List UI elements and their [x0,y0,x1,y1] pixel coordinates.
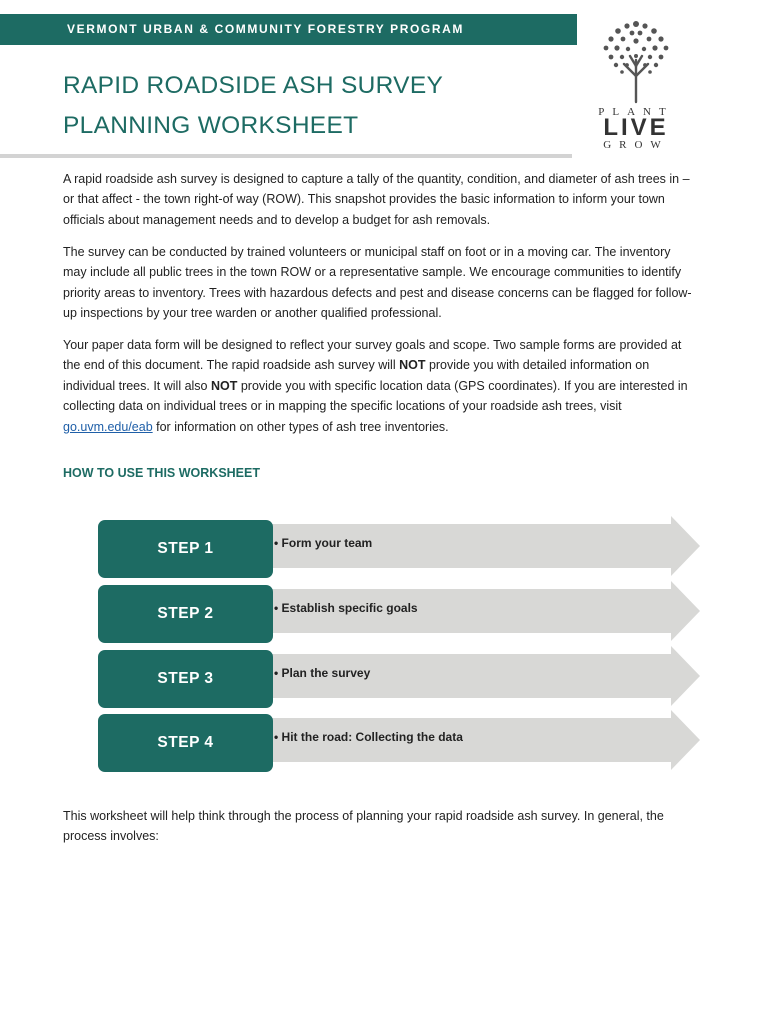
p3-text-a: Your paper data form will be designed to reflect your survey goals and scope. Two sample forms are provided at the end of this document. The rapid roadside ash survey will [63,338,682,373]
p3-emphasis-not-1: NOT [399,358,426,373]
p3-text-f: for information on other types of ash tree inventories. [152,419,449,434]
step-row-3 [98,650,700,710]
step-2-text: • Establish specific goals [274,601,418,615]
plant-live-grow-logo [594,18,678,152]
program-name: VERMONT URBAN & COMMUNITY FORESTRY PROGRAM [67,22,464,36]
title-line-2: PLANNING WORKSHEET [63,112,359,139]
closing-paragraph: This worksheet will help think through the process of planning your rapid roadside ash survey. In general, the process involves: [63,809,664,844]
intro-paragraph-1: A rapid roadside ash survey is designed to capture a tally of the quantity, condition, and diameter of ash trees in – or that affect - the town right-of way (ROW). This snapshot provides the basic information to inform your town officials about management needs and to develop a budget for ash removals. [63,172,690,227]
title-divider [0,154,572,158]
step-4-text: • Hit the road: Collecting the data [274,730,463,744]
title-line-1: RAPID ROADSIDE ASH SURVEY [63,72,444,99]
step-row-1 [98,520,700,580]
step-1-text: • Form your team [274,536,373,550]
step-2-label: STEP 2 [98,585,273,643]
p3-emphasis-not-2: NOT [210,378,238,393]
intro-paragraph-2: The survey can be conducted by trained volunteers or municipal staff on foot or in a moving car. The inventory may include all public trees in the town ROW or a representative sample. We encourage communities to identify priority areas to inventory. Trees with hazardous defects and pest and disease concerns can be flagged for follow-up inspections by your tree warden or another qualified professional. [63,245,692,321]
page-title [63,66,443,146]
step-3-text: • Plan the survey [274,666,371,680]
section-heading-how-to: HOW TO USE THIS WORKSHEET [63,466,260,480]
intro-paragraph-3 [63,335,693,437]
step-row-4 [98,714,700,774]
step-row-2 [98,585,700,645]
step-3-label: STEP 3 [98,650,273,708]
step-4-label: STEP 4 [98,714,273,772]
p3-text-e: provide you with specific location data (GPS coordinates). If you are interested in collecting data on individual trees or in mapping the specific locations of your roadside ash trees, visit [63,378,688,414]
eab-link[interactable]: go.uvm.edu/eab [63,419,153,434]
logo-grow-text: GROW [603,139,669,151]
logo-plant-text: PLANT [598,106,674,118]
p3-text-c: provide you with detailed information on individual trees. It will also [63,358,650,393]
step-1-label: STEP 1 [98,520,273,578]
tree-icon [594,18,678,104]
logo-live-text: LIVE [603,114,669,141]
program-banner [0,14,577,45]
